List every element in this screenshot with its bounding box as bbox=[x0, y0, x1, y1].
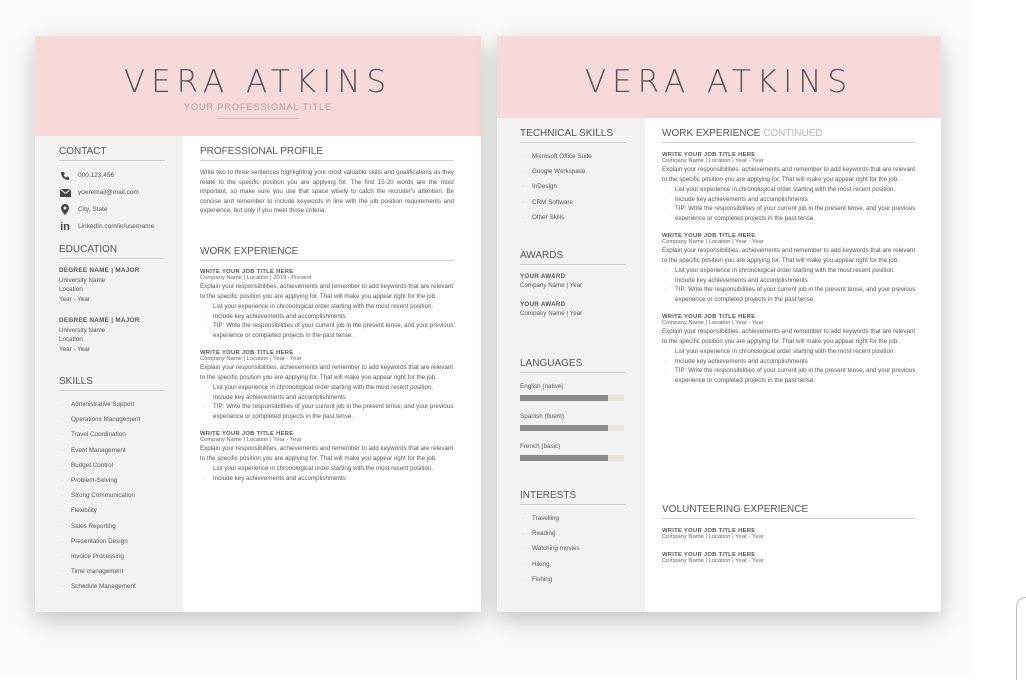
language-level-bar bbox=[520, 425, 624, 431]
technical-skill-item: · InDesign bbox=[520, 179, 626, 194]
sidebar bbox=[35, 136, 183, 612]
skill-item: · Strong Communication bbox=[59, 488, 165, 503]
work-continued-title: WORK EXPERIENCE bbox=[662, 128, 761, 139]
job-bullet: · Include key achievements and accomplishments bbox=[662, 195, 916, 205]
mail-icon bbox=[59, 188, 71, 198]
job-entry bbox=[662, 152, 916, 223]
volunteer-meta: Company Name | Location | Year - Year bbox=[662, 534, 764, 540]
job-bullet: · TIP: Write the responsibilities of your current job in the present tense, and your previous experience or completed projects in the past tense. bbox=[662, 285, 916, 304]
job-description: Explain your responsibilities, achievements and remember to add keywords that are relevant to the specific position you are applying for. That will make you appear right for the job. bbox=[200, 445, 454, 462]
job-bullet: · TIP: Write the responsibilities of your current job in the present tense, and your previous experience or completed projects in the past tense. bbox=[200, 321, 454, 340]
contact-section bbox=[59, 146, 165, 235]
resume-name: VERA ATKINS bbox=[123, 64, 393, 100]
technical-skill-item: · Other Skills bbox=[520, 210, 626, 225]
volunteering-section bbox=[662, 504, 916, 564]
award-name: YOUR AWARD bbox=[520, 273, 566, 280]
technical-skills-list bbox=[520, 149, 626, 225]
resume-page-2 bbox=[497, 36, 941, 612]
profile-heading: PROFESSIONAL PROFILE bbox=[200, 146, 454, 161]
education-year: Year - Year bbox=[59, 295, 90, 303]
education-heading: EDUCATION bbox=[59, 244, 165, 259]
header-band bbox=[497, 36, 941, 118]
continued-label: CONTINUED bbox=[763, 128, 823, 139]
skill-item: · Presentation Design bbox=[59, 534, 165, 549]
language-level-fill bbox=[520, 455, 608, 461]
award-meta: Company Name | Year bbox=[520, 282, 583, 289]
education-location: Location bbox=[59, 336, 83, 343]
professional-title: YOUR PROFESSIONAL TITLE bbox=[183, 102, 333, 112]
language-name: English (native) bbox=[520, 383, 564, 390]
skill-item: · Operations Management bbox=[59, 412, 165, 427]
education-item bbox=[59, 316, 165, 354]
education-location: Location bbox=[59, 286, 83, 293]
job-meta: Company Name | Location | Year - Year bbox=[200, 356, 302, 362]
contact-email bbox=[59, 184, 165, 201]
job-bullet: · Include key achievements and accomplishments bbox=[200, 474, 454, 484]
language-item bbox=[520, 413, 626, 431]
job-meta: Company Name | Location | Year - Year bbox=[662, 320, 764, 326]
technical-skill-item: · Microsoft Office Suite bbox=[520, 149, 626, 164]
university-name: University Name bbox=[59, 326, 106, 334]
job-description: Explain your responsibilities, achievements and remember to add keywords that are relevant to the specific position you are applying for. That will make you appear right for the job. bbox=[662, 328, 916, 345]
interests-list bbox=[520, 511, 626, 587]
job-title: WRITE YOUR JOB TITLE HERE bbox=[662, 314, 756, 320]
contact-linkedin bbox=[59, 218, 165, 235]
award-name: YOUR AWARD bbox=[520, 301, 566, 308]
skills-heading: SKILLS bbox=[59, 376, 165, 391]
profile-text: Write two to three sentences highlighting your most valuable skills and qualifications as they relate to the specific position you are applying for. The first 15-20 words are the most important, so make sure you use that space wisely to catch the recruiter's attention. Be concise and remember to include keywords in line with the job position requirements and experience, but only if you meet those criteria. bbox=[200, 169, 454, 214]
interest-item: · Reading bbox=[520, 526, 626, 541]
job-entry bbox=[200, 431, 454, 483]
technical-skill-item: · Google Workspace bbox=[520, 164, 626, 179]
skill-item: · Administrative Support bbox=[59, 397, 165, 412]
university-name: University Name bbox=[59, 276, 106, 284]
title-divider bbox=[218, 118, 298, 119]
language-name: Spanish (fluent) bbox=[520, 413, 565, 420]
degree-name: DEGREE NAME | MAJOR bbox=[59, 267, 140, 274]
side-panel-handle[interactable] bbox=[1016, 597, 1026, 680]
location-text: City, State bbox=[78, 206, 108, 213]
job-description: Explain your responsibilities, achievements and remember to add keywords that are relevant to the specific position you are applying for. That will make you appear right for the job. bbox=[200, 283, 454, 300]
award-item bbox=[520, 272, 626, 290]
job-bullet: · TIP: Write the responsibilities of your current job in the present tense, and your previous experience or completed projects in the past tense. bbox=[200, 402, 454, 421]
skill-item: · Schedule Management bbox=[59, 579, 165, 594]
language-item bbox=[520, 443, 626, 461]
interest-item: · Travelling bbox=[520, 511, 626, 526]
linkedin-icon: in bbox=[60, 220, 70, 233]
sidebar bbox=[497, 118, 645, 612]
volunteer-title: WRITE YOUR JOB TITLE HERE bbox=[662, 528, 756, 534]
job-bullet: · List your experience in chronological order starting with the most recent position. bbox=[662, 185, 916, 195]
languages-heading: LANGUAGES bbox=[520, 358, 626, 373]
award-meta: Company Name | Year bbox=[520, 310, 583, 317]
contact-heading: CONTACT bbox=[59, 146, 165, 161]
linkedin-text: LinkedIn.com/in/username bbox=[78, 223, 155, 230]
interest-item: · Hiking bbox=[520, 557, 626, 572]
job-description: Explain your responsibilities, achievements and remember to add keywords that are relevant to the specific position you are applying for. That will make you appear right for the job. bbox=[662, 247, 916, 264]
work-heading: WORK EXPERIENCE bbox=[200, 246, 454, 261]
job-meta: Company Name | Location | 2019 - Present bbox=[200, 275, 312, 281]
phone-icon bbox=[59, 171, 71, 181]
skill-item: · Event Management bbox=[59, 443, 165, 458]
education-item bbox=[59, 266, 165, 304]
languages-section bbox=[520, 358, 626, 461]
technical-skills-heading: TECHNICAL SKILLS bbox=[520, 128, 626, 143]
profile-section bbox=[200, 146, 454, 216]
job-bullet: · List your experience in chronological order starting with the most recent position. bbox=[200, 383, 454, 393]
interests-heading: INTERESTS bbox=[520, 490, 626, 505]
technical-skill-item: · CRM Software bbox=[520, 195, 626, 210]
volunteer-meta: Company Name | Location | Year - Year bbox=[662, 558, 764, 564]
job-entry bbox=[200, 269, 454, 340]
skill-item: · Problem-Solving bbox=[59, 473, 165, 488]
technical-skills-section bbox=[520, 128, 626, 225]
job-description: Explain your responsibilities, achievements and remember to add keywords that are relevant to the specific position you are applying for. That will make you appear right for the job. bbox=[200, 364, 454, 381]
resume-page-1 bbox=[35, 36, 481, 612]
job-title: WRITE YOUR JOB TITLE HERE bbox=[200, 269, 294, 275]
volunteer-title: WRITE YOUR JOB TITLE HERE bbox=[662, 552, 756, 558]
job-bullet: · List your experience in chronological order starting with the most recent position. bbox=[662, 266, 916, 276]
language-level-fill bbox=[520, 425, 608, 431]
award-item bbox=[520, 300, 626, 318]
phone-text: 000.123.456 bbox=[78, 172, 115, 179]
volunteer-entry bbox=[662, 528, 916, 540]
resume-name: VERA ATKINS bbox=[584, 64, 854, 100]
job-bullet: · List your experience in chronological order starting with the most recent position. bbox=[200, 464, 454, 474]
job-meta: Company Name | Location | Year - Year bbox=[200, 437, 302, 443]
job-title: WRITE YOUR JOB TITLE HERE bbox=[662, 152, 756, 158]
job-bullet: · Include key achievements and accomplishments bbox=[662, 276, 916, 286]
job-title: WRITE YOUR JOB TITLE HERE bbox=[200, 431, 294, 437]
job-bullet: · TIP: Write the responsibilities of your current job in the present tense, and your previous experience or completed projects in the past tense. bbox=[662, 366, 916, 385]
contact-location bbox=[59, 201, 165, 218]
language-level-bar bbox=[520, 455, 624, 461]
skill-item: · Time management bbox=[59, 564, 165, 579]
job-meta: Company Name | Location | Year - Year bbox=[662, 239, 764, 245]
job-bullet: · Include key achievements and accomplishments bbox=[662, 357, 916, 367]
volunteer-entry bbox=[662, 552, 916, 564]
header-band bbox=[35, 36, 481, 136]
main-column bbox=[645, 118, 941, 612]
interest-item: · Fishing bbox=[520, 572, 626, 587]
education-year: Year - Year bbox=[59, 345, 90, 353]
skill-item: · Budget Control bbox=[59, 458, 165, 473]
work-continued-heading bbox=[662, 128, 916, 143]
main-column bbox=[183, 136, 481, 612]
awards-heading: AWARDS bbox=[520, 250, 626, 265]
language-name: French (basic) bbox=[520, 443, 561, 450]
job-entry bbox=[662, 314, 916, 385]
job-bullet: · Include key achievements and accomplishments bbox=[200, 393, 454, 403]
language-item bbox=[520, 383, 626, 401]
job-bullet: · List your experience in chronological order starting with the most recent position. bbox=[662, 347, 916, 357]
job-entry bbox=[662, 233, 916, 304]
email-text: youremail@mail.com bbox=[78, 189, 139, 196]
work-section bbox=[200, 246, 454, 483]
skills-section bbox=[59, 376, 165, 594]
education-section bbox=[59, 244, 165, 354]
job-entry bbox=[200, 350, 454, 421]
interests-section bbox=[520, 490, 626, 587]
job-bullet: · TIP: Write the responsibilities of your current job in the present tense, and your previous experience or completed projects in the past tense. bbox=[662, 204, 916, 223]
job-bullets bbox=[200, 383, 454, 421]
job-bullet: · Include key achievements and accomplishments bbox=[200, 312, 454, 322]
job-bullets bbox=[200, 302, 454, 340]
contact-phone bbox=[59, 167, 165, 184]
language-level-fill bbox=[520, 395, 608, 401]
job-bullets bbox=[662, 266, 916, 304]
work-continued-section bbox=[662, 128, 916, 385]
job-title: WRITE YOUR JOB TITLE HERE bbox=[662, 233, 756, 239]
job-bullet: · List your experience in chronological order starting with the most recent position. bbox=[200, 302, 454, 312]
job-bullets bbox=[662, 185, 916, 223]
awards-section bbox=[520, 250, 626, 318]
job-description: Explain your responsibilities, achievements and remember to add keywords that are relevant to the specific position you are applying for. That will make you appear right for the job. bbox=[662, 166, 916, 183]
skill-item: · Flexibility bbox=[59, 503, 165, 518]
job-bullets bbox=[200, 464, 454, 483]
skills-list bbox=[59, 397, 165, 594]
degree-name: DEGREE NAME | MAJOR bbox=[59, 317, 140, 324]
job-bullets bbox=[662, 347, 916, 385]
skill-item: · Invoice Processing bbox=[59, 549, 165, 564]
language-level-bar bbox=[520, 395, 624, 401]
volunteering-heading: VOLUNTEERING EXPERIENCE bbox=[662, 504, 916, 519]
job-title: WRITE YOUR JOB TITLE HERE bbox=[200, 350, 294, 356]
skill-item: · Sales Reporting bbox=[59, 519, 165, 534]
location-pin-icon bbox=[59, 205, 71, 215]
job-meta: Company Name | Location | Year - Year bbox=[662, 158, 764, 164]
skill-item: · Travel Coordination bbox=[59, 427, 165, 442]
interest-item: · Watching movies bbox=[520, 541, 626, 556]
